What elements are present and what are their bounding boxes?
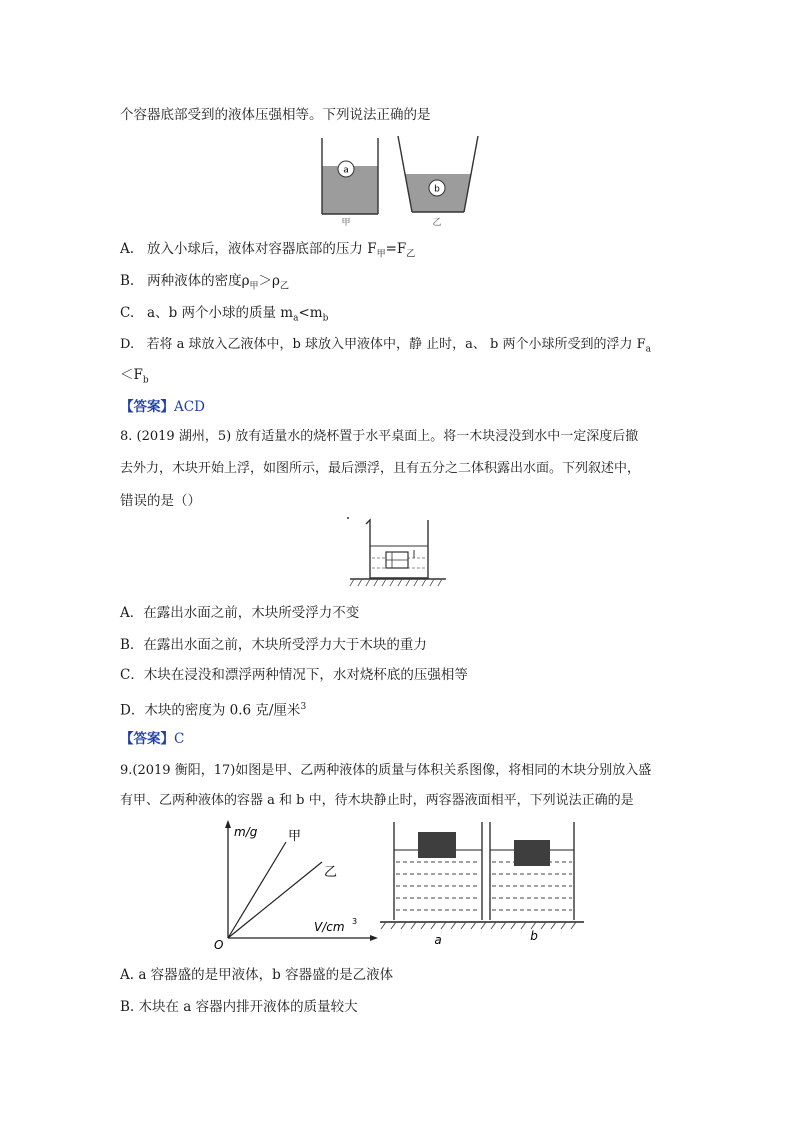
svg-text:3: 3 xyxy=(352,917,358,926)
beaker xyxy=(366,520,428,578)
block-a xyxy=(418,832,456,858)
svg-text:b: b xyxy=(434,184,440,195)
line-yi xyxy=(228,862,322,938)
q7-option-a: A. 放入小球后，液体对容器底部的压力 $F_甲=F_乙$ xyxy=(120,241,416,260)
q8-option-d: D．木块的密度为 0.6 克/厘米$^3$ xyxy=(120,702,307,719)
q8-option-a: A．在露出水面之前，木块所受浮力不变 xyxy=(120,605,360,621)
line-yi-label: 乙 xyxy=(324,865,338,880)
q7-stem: 个容器底部受到的液体压强相等。下列说法正确的是 xyxy=(120,107,431,123)
q7-option-d-line2: $<F_b$ xyxy=(120,367,149,386)
q7-option-b: B. 两种液体的密度$\rho_甲>\rho_乙$ xyxy=(120,273,289,292)
x-axis-label: V/cm xyxy=(314,920,345,934)
y-axis-label: m/g xyxy=(234,825,258,839)
line-jia-label: 甲 xyxy=(288,829,302,844)
q8-stem-line2: 去外力，木块开始上浮，如图所示，最后漂浮，且有五分之二体积露出水面。下列叙述中， xyxy=(120,461,641,476)
q9-option-b: B. 木块在 a 容器内排开液体的质量较大 xyxy=(120,999,358,1015)
q8-answer: 【答案】C xyxy=(120,731,185,747)
q7-figure xyxy=(312,134,482,226)
q8-figure xyxy=(342,512,452,592)
line-jia xyxy=(228,842,286,938)
q9-option-a: A. a 容器盛的是甲液体，b 容器盛的是乙液体 xyxy=(120,967,394,983)
origin-label: O xyxy=(214,938,224,950)
q9-stem-line1: 9.(2019 衡阳，17)如图是甲、乙两种液体的质量与体积关系图像，将相同的木块分别放入盛 xyxy=(120,763,652,778)
container-b-label: b xyxy=(530,929,538,943)
q8-stem-line3: 错误的是（） xyxy=(120,493,201,509)
svg-text:a: a xyxy=(343,165,349,176)
q7-option-d: D. 若将 a 球放入乙液体中，b 球放入甲液体中，静 止时，a、 b 两个小球所受到的浮力 $F_a$ xyxy=(120,337,651,355)
q8-option-c: C．木块在浸没和漂浮两种情况下，水对烧杯底的压强相等 xyxy=(120,667,468,683)
q7-answer: 【答案】ACD xyxy=(120,399,205,415)
q9-graph xyxy=(210,818,378,950)
q7-option-c: C. a、b 两个小球的质量 $m_a<m_b$ xyxy=(120,305,329,324)
svg-text:乙: 乙 xyxy=(432,218,442,226)
q8-option-b: B．在露出水面之前，木块所受浮力大于木块的重力 xyxy=(120,637,427,653)
svg-text:甲: 甲 xyxy=(341,218,351,226)
q9-stem-line2: 有甲、乙两种液体的容器 a 和 b 中，待木块静止时，两容器液面相平，下列说法正确的是 xyxy=(120,793,634,808)
container-a-label: a xyxy=(434,933,442,947)
q9-containers xyxy=(378,818,586,950)
block-b xyxy=(514,840,550,866)
q8-stem-line1: 8. (2019 湖州，5) 放有适量水的烧杯置于水平桌面上。将一木块浸没到水中一定深度后撤 xyxy=(120,429,639,444)
